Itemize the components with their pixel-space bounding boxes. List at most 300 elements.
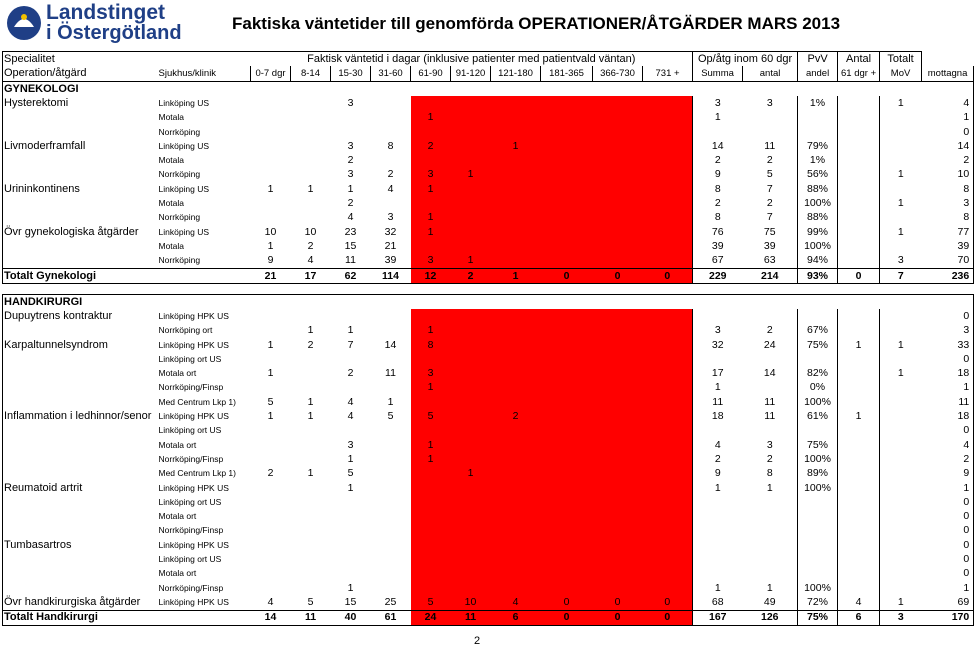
cell-value bbox=[251, 324, 291, 338]
cell-value bbox=[743, 495, 798, 509]
header-col-d0-7: 0-7 dgr bbox=[251, 66, 291, 81]
cell-value: 2 bbox=[693, 153, 743, 167]
cell-value: 8 bbox=[922, 182, 974, 196]
cell-value: 75% bbox=[798, 610, 838, 625]
cell-value bbox=[743, 352, 798, 366]
cell-value: 8 bbox=[693, 211, 743, 225]
cell-value bbox=[643, 452, 693, 466]
cell-value: 67% bbox=[798, 324, 838, 338]
clinic-name: Norrköping/Finsp bbox=[158, 453, 224, 464]
cell-value bbox=[451, 225, 491, 239]
operation-name: Inflammation i ledhinnor/senor bbox=[3, 409, 158, 423]
cell-value bbox=[743, 538, 798, 552]
cell-value bbox=[371, 111, 411, 125]
cell-value: 4 bbox=[347, 410, 354, 423]
cell-value: 1 bbox=[411, 381, 451, 395]
cell-value: 3 bbox=[411, 254, 451, 269]
cell-value bbox=[643, 352, 693, 366]
clinic-name: Norrköping ort bbox=[158, 325, 213, 336]
table-row bbox=[3, 196, 974, 210]
cell-value: 9 bbox=[693, 467, 743, 481]
cell-value bbox=[451, 153, 491, 167]
cell-value: 7 bbox=[347, 338, 354, 351]
cell-value bbox=[251, 168, 291, 182]
cell-value: 79% bbox=[798, 139, 838, 153]
cell-value: 70 bbox=[922, 254, 974, 269]
table-row bbox=[3, 153, 974, 167]
cell-value bbox=[743, 552, 798, 566]
cell-value: 1 bbox=[267, 367, 274, 380]
cell-value: 100% bbox=[798, 239, 838, 253]
cell-value: 56% bbox=[798, 168, 838, 182]
cell-value bbox=[491, 96, 541, 110]
cell-value bbox=[838, 509, 880, 523]
cell-value: 2 bbox=[766, 452, 773, 465]
cell-value: 9 bbox=[267, 254, 274, 267]
cell-value: 2 bbox=[307, 239, 314, 252]
cell-value bbox=[411, 352, 451, 366]
cell-value bbox=[451, 438, 491, 452]
cell-value: 11 bbox=[922, 395, 974, 409]
cell-value: 1 bbox=[347, 581, 354, 594]
operation-name: Dupuytrens kontraktur bbox=[3, 309, 158, 323]
cell-value: 1 bbox=[693, 111, 743, 125]
cell-value bbox=[251, 538, 291, 552]
cell-value bbox=[798, 125, 838, 139]
cell-value bbox=[291, 552, 331, 566]
cell-value bbox=[491, 381, 541, 395]
cell-value bbox=[838, 239, 880, 253]
cell-value: 1 bbox=[922, 111, 974, 125]
cell-value bbox=[838, 125, 880, 139]
cell-value: 1 bbox=[307, 395, 314, 408]
table-row bbox=[3, 452, 974, 466]
cell-value: 1 bbox=[411, 225, 451, 239]
table-row bbox=[3, 211, 974, 225]
cell-value: 0 bbox=[922, 125, 974, 139]
clinic-name: Linköping HPK US bbox=[158, 310, 229, 321]
table-row bbox=[3, 182, 974, 196]
cell-value bbox=[371, 509, 411, 523]
cell-value bbox=[451, 196, 491, 210]
cell-value: 1 bbox=[411, 111, 451, 125]
cell-value: 1 bbox=[347, 182, 354, 195]
cell-value: 7 bbox=[766, 211, 773, 224]
cell-value bbox=[743, 309, 798, 323]
cell-value bbox=[643, 139, 693, 153]
cell-value bbox=[541, 139, 593, 153]
cell-value: 100% bbox=[798, 481, 838, 495]
cell-value bbox=[451, 125, 491, 139]
cell-value bbox=[331, 552, 371, 566]
cell-value: 3 bbox=[880, 254, 922, 269]
cell-value: 100% bbox=[798, 196, 838, 210]
table-row bbox=[3, 352, 974, 366]
cell-value: 1 bbox=[267, 410, 274, 423]
cell-value bbox=[838, 381, 880, 395]
cell-value bbox=[880, 509, 922, 523]
cell-value bbox=[693, 509, 743, 523]
cell-value: 1 bbox=[347, 452, 354, 465]
cell-value bbox=[838, 324, 880, 338]
cell-value bbox=[838, 182, 880, 196]
operation-name bbox=[3, 567, 158, 581]
operation-name bbox=[3, 153, 158, 167]
cell-value bbox=[798, 111, 838, 125]
cell-value bbox=[880, 581, 922, 595]
cell-value bbox=[251, 438, 291, 452]
clinic-name: Motala ort bbox=[158, 511, 197, 522]
operation-name: Karpaltunnelsyndrom bbox=[3, 338, 158, 352]
cell-value bbox=[331, 381, 371, 395]
cell-value bbox=[541, 452, 593, 466]
cell-value bbox=[251, 552, 291, 566]
cell-value: 3 bbox=[766, 96, 773, 109]
cell-value bbox=[291, 581, 331, 595]
cell-value: 82% bbox=[798, 366, 838, 380]
cell-value bbox=[451, 366, 491, 380]
cell-value: 63 bbox=[763, 254, 776, 267]
cell-value bbox=[838, 567, 880, 581]
cell-value bbox=[251, 581, 291, 595]
cell-value bbox=[451, 211, 491, 225]
cell-value bbox=[251, 211, 291, 225]
cell-value: 1 bbox=[922, 481, 974, 495]
clinic-name: Motala bbox=[158, 198, 185, 209]
cell-value bbox=[838, 254, 880, 269]
cell-value: 1 bbox=[347, 481, 354, 494]
cell-value bbox=[838, 352, 880, 366]
cell-value bbox=[491, 467, 541, 481]
cell-value: 94% bbox=[798, 254, 838, 269]
cell-value bbox=[291, 524, 331, 538]
cell-value bbox=[743, 125, 798, 139]
header-61-dgr: 61 dgr + bbox=[838, 66, 880, 81]
cell-value bbox=[643, 111, 693, 125]
cell-value bbox=[371, 495, 411, 509]
cell-value bbox=[491, 225, 541, 239]
operation-name: Livmoderframfall bbox=[3, 139, 158, 153]
cell-value: 7 bbox=[766, 182, 773, 195]
cell-value bbox=[291, 125, 331, 139]
cell-value: 75% bbox=[798, 438, 838, 452]
cell-value bbox=[541, 254, 593, 269]
cell-value: 126 bbox=[743, 610, 798, 625]
cell-value: 17 bbox=[291, 268, 331, 283]
operation-name: Urininkontinens bbox=[3, 182, 158, 196]
clinic-name: Norrköping/Finsp bbox=[158, 382, 224, 393]
cell-value: 0 bbox=[922, 538, 974, 552]
cell-value bbox=[491, 153, 541, 167]
clinic-name: Linköping US bbox=[158, 183, 210, 194]
cell-value bbox=[693, 125, 743, 139]
cell-value bbox=[491, 495, 541, 509]
cell-value bbox=[371, 567, 411, 581]
cell-value: 4 bbox=[267, 595, 274, 608]
logo-line1: Landstinget bbox=[46, 1, 165, 24]
cell-value bbox=[251, 567, 291, 581]
table-row bbox=[3, 581, 974, 595]
cell-value: 1 bbox=[880, 96, 922, 110]
cell-value: 0 bbox=[643, 595, 693, 610]
cell-value: 9 bbox=[922, 467, 974, 481]
cell-value bbox=[593, 395, 643, 409]
cell-value: 18 bbox=[693, 409, 743, 423]
cell-value bbox=[371, 324, 411, 338]
cell-value: 2 bbox=[922, 452, 974, 466]
cell-value: 170 bbox=[922, 610, 974, 625]
cell-value bbox=[331, 111, 371, 125]
cell-value bbox=[643, 196, 693, 210]
cell-value bbox=[593, 424, 643, 438]
cell-value bbox=[593, 309, 643, 323]
page-title: Faktiska väntetider till genomförda OPERATIONER/ÅTGÄRDER MARS 2013 bbox=[232, 14, 841, 33]
operation-name bbox=[3, 196, 158, 210]
cell-value bbox=[541, 581, 593, 595]
cell-value bbox=[593, 324, 643, 338]
cell-value: 1 bbox=[307, 467, 314, 480]
cell-value: 10 bbox=[922, 168, 974, 182]
cell-value: 32 bbox=[384, 225, 397, 238]
cell-value bbox=[291, 538, 331, 552]
cell-value bbox=[743, 424, 798, 438]
header-col-d31-60: 31-60 bbox=[371, 66, 411, 81]
cell-value: 100% bbox=[798, 395, 838, 409]
cell-value bbox=[491, 509, 541, 523]
cell-value: 4 bbox=[491, 595, 541, 610]
cell-value bbox=[643, 438, 693, 452]
cell-value bbox=[693, 552, 743, 566]
cell-value: 8 bbox=[766, 467, 773, 480]
table-row bbox=[3, 438, 974, 452]
cell-value: 3 bbox=[347, 168, 354, 181]
header-col-d8-14: 8-14 bbox=[291, 66, 331, 81]
cell-value: 11 bbox=[764, 139, 776, 152]
cell-value bbox=[451, 381, 491, 395]
cell-value bbox=[331, 509, 371, 523]
clinic-name: Norrköping bbox=[158, 212, 201, 223]
cell-value bbox=[838, 495, 880, 509]
cell-value: 1 bbox=[880, 225, 922, 239]
cell-value bbox=[491, 168, 541, 182]
cell-value: 1 bbox=[347, 324, 354, 337]
cell-value bbox=[291, 168, 331, 182]
cell-value bbox=[331, 524, 371, 538]
cell-value bbox=[451, 509, 491, 523]
cell-value: 1 bbox=[411, 452, 451, 466]
cell-value bbox=[491, 567, 541, 581]
cell-value bbox=[838, 395, 880, 409]
header-sjukhus: Sjukhus/klinik bbox=[158, 66, 251, 81]
cell-value bbox=[880, 552, 922, 566]
cell-value bbox=[798, 424, 838, 438]
cell-value: 6 bbox=[491, 610, 541, 625]
clinic-name: Linköping HPK US bbox=[158, 539, 229, 550]
cell-value: 3 bbox=[347, 438, 354, 451]
table-row bbox=[3, 524, 974, 538]
cell-value: 3 bbox=[411, 168, 451, 182]
total-row bbox=[3, 610, 974, 625]
cell-value bbox=[880, 495, 922, 509]
cell-value: 3 bbox=[922, 324, 974, 338]
cell-value bbox=[251, 153, 291, 167]
cell-value bbox=[541, 182, 593, 196]
cell-value bbox=[880, 424, 922, 438]
cell-value bbox=[643, 309, 693, 323]
cell-value: 15 bbox=[344, 239, 357, 252]
clinic-name: Med Centrum Lkp 1) bbox=[158, 396, 236, 407]
cell-value bbox=[643, 211, 693, 225]
cell-value bbox=[411, 96, 451, 110]
cell-value: 89% bbox=[798, 467, 838, 481]
clinic-name: Motala ort bbox=[158, 568, 197, 579]
cell-value bbox=[411, 552, 451, 566]
cell-value bbox=[411, 538, 451, 552]
cell-value bbox=[371, 96, 411, 110]
gynekologi-table bbox=[2, 81, 974, 284]
cell-value: 2 bbox=[347, 154, 354, 167]
cell-value: 0 bbox=[922, 509, 974, 523]
cell-value bbox=[491, 338, 541, 352]
cell-value: 72% bbox=[798, 595, 838, 610]
cell-value bbox=[411, 153, 451, 167]
cell-value: 1 bbox=[880, 595, 922, 610]
cell-value bbox=[291, 567, 331, 581]
cell-value: 75 bbox=[763, 225, 776, 238]
cell-value: 25 bbox=[384, 595, 397, 608]
header-specialitet: Specialitet bbox=[3, 52, 158, 67]
cell-value bbox=[491, 438, 541, 452]
cell-value bbox=[451, 424, 491, 438]
cell-value: 2 bbox=[347, 197, 354, 210]
cell-value bbox=[541, 111, 593, 125]
cell-value bbox=[491, 452, 541, 466]
operation-name: Övr handkirurgiska åtgärder bbox=[3, 595, 158, 610]
cell-value: 1 bbox=[411, 438, 451, 452]
cell-value bbox=[541, 309, 593, 323]
cell-value: 1 bbox=[693, 581, 743, 595]
cell-value: 62 bbox=[331, 268, 371, 283]
cell-value: 5 bbox=[411, 409, 451, 423]
cell-value bbox=[491, 239, 541, 253]
cell-value: 10 bbox=[451, 595, 491, 610]
cell-value: 76 bbox=[693, 225, 743, 239]
cell-value bbox=[838, 225, 880, 239]
cell-value: 2 bbox=[347, 367, 354, 380]
clinic-name: Motala ort bbox=[158, 439, 197, 450]
cell-value bbox=[541, 225, 593, 239]
cell-value: 1 bbox=[267, 182, 274, 195]
cell-value bbox=[880, 409, 922, 423]
clinic-name: Linköping ort US bbox=[158, 496, 222, 507]
operation-name bbox=[3, 509, 158, 523]
cell-value bbox=[541, 524, 593, 538]
cell-value: 1 bbox=[880, 338, 922, 352]
cell-value bbox=[451, 481, 491, 495]
cell-value bbox=[291, 96, 331, 110]
clinic-name: Motala bbox=[158, 112, 185, 123]
cell-value: 3 bbox=[766, 438, 773, 451]
cell-value bbox=[880, 452, 922, 466]
cell-value bbox=[451, 239, 491, 253]
table-row bbox=[3, 139, 974, 153]
clinic-name: Motala ort bbox=[158, 368, 197, 379]
cell-value: 0 bbox=[922, 424, 974, 438]
cell-value: 68 bbox=[693, 595, 743, 610]
cell-value bbox=[838, 467, 880, 481]
cell-value: 14 bbox=[384, 338, 397, 351]
cell-value bbox=[838, 111, 880, 125]
cell-value bbox=[593, 338, 643, 352]
cell-value bbox=[593, 495, 643, 509]
operation-name bbox=[3, 324, 158, 338]
table-row bbox=[3, 595, 974, 610]
cell-value bbox=[371, 438, 411, 452]
cell-value bbox=[541, 381, 593, 395]
table-row bbox=[3, 324, 974, 338]
cell-value bbox=[593, 239, 643, 253]
cell-value: 2 bbox=[766, 197, 773, 210]
header-col-d91-120: 91-120 bbox=[451, 66, 491, 81]
cell-value bbox=[880, 111, 922, 125]
cell-value bbox=[593, 125, 643, 139]
cell-value: 3 bbox=[693, 96, 743, 110]
cell-value: 8 bbox=[922, 211, 974, 225]
cell-value bbox=[541, 324, 593, 338]
header-totalt: Totalt bbox=[880, 52, 922, 67]
operation-name bbox=[3, 424, 158, 438]
cell-value bbox=[643, 409, 693, 423]
cell-value bbox=[491, 196, 541, 210]
cell-value bbox=[643, 467, 693, 481]
cell-value: 3 bbox=[880, 610, 922, 625]
cell-value bbox=[693, 524, 743, 538]
cell-value: 1 bbox=[267, 338, 274, 351]
cell-value bbox=[371, 424, 411, 438]
cell-value bbox=[541, 552, 593, 566]
cell-value bbox=[291, 352, 331, 366]
cell-value: 4 bbox=[693, 438, 743, 452]
header-col-d731: 731 + bbox=[643, 66, 693, 81]
cell-value bbox=[541, 125, 593, 139]
cell-value: 0% bbox=[798, 381, 838, 395]
cell-value: 1 bbox=[411, 211, 451, 225]
cell-value bbox=[451, 581, 491, 595]
cell-value bbox=[291, 309, 331, 323]
cell-value bbox=[838, 438, 880, 452]
cell-value: 3 bbox=[347, 96, 354, 109]
clinic-name: Linköping US bbox=[158, 97, 210, 108]
cell-value: 32 bbox=[693, 338, 743, 352]
cell-value: 0 bbox=[922, 309, 974, 323]
cell-value: 1 bbox=[880, 366, 922, 380]
cell-value bbox=[593, 366, 643, 380]
cell-value bbox=[491, 125, 541, 139]
cell-value: 11 bbox=[764, 410, 776, 423]
cell-value bbox=[371, 552, 411, 566]
cell-value: 39 bbox=[693, 239, 743, 253]
cell-value bbox=[838, 96, 880, 110]
clinic-name: Linköping HPK US bbox=[158, 339, 229, 350]
cell-value bbox=[451, 324, 491, 338]
cell-value bbox=[541, 509, 593, 523]
cell-value: 0 bbox=[922, 524, 974, 538]
cell-value bbox=[371, 125, 411, 139]
cell-value bbox=[593, 111, 643, 125]
cell-value bbox=[291, 452, 331, 466]
cell-value bbox=[880, 395, 922, 409]
cell-value bbox=[411, 481, 451, 495]
